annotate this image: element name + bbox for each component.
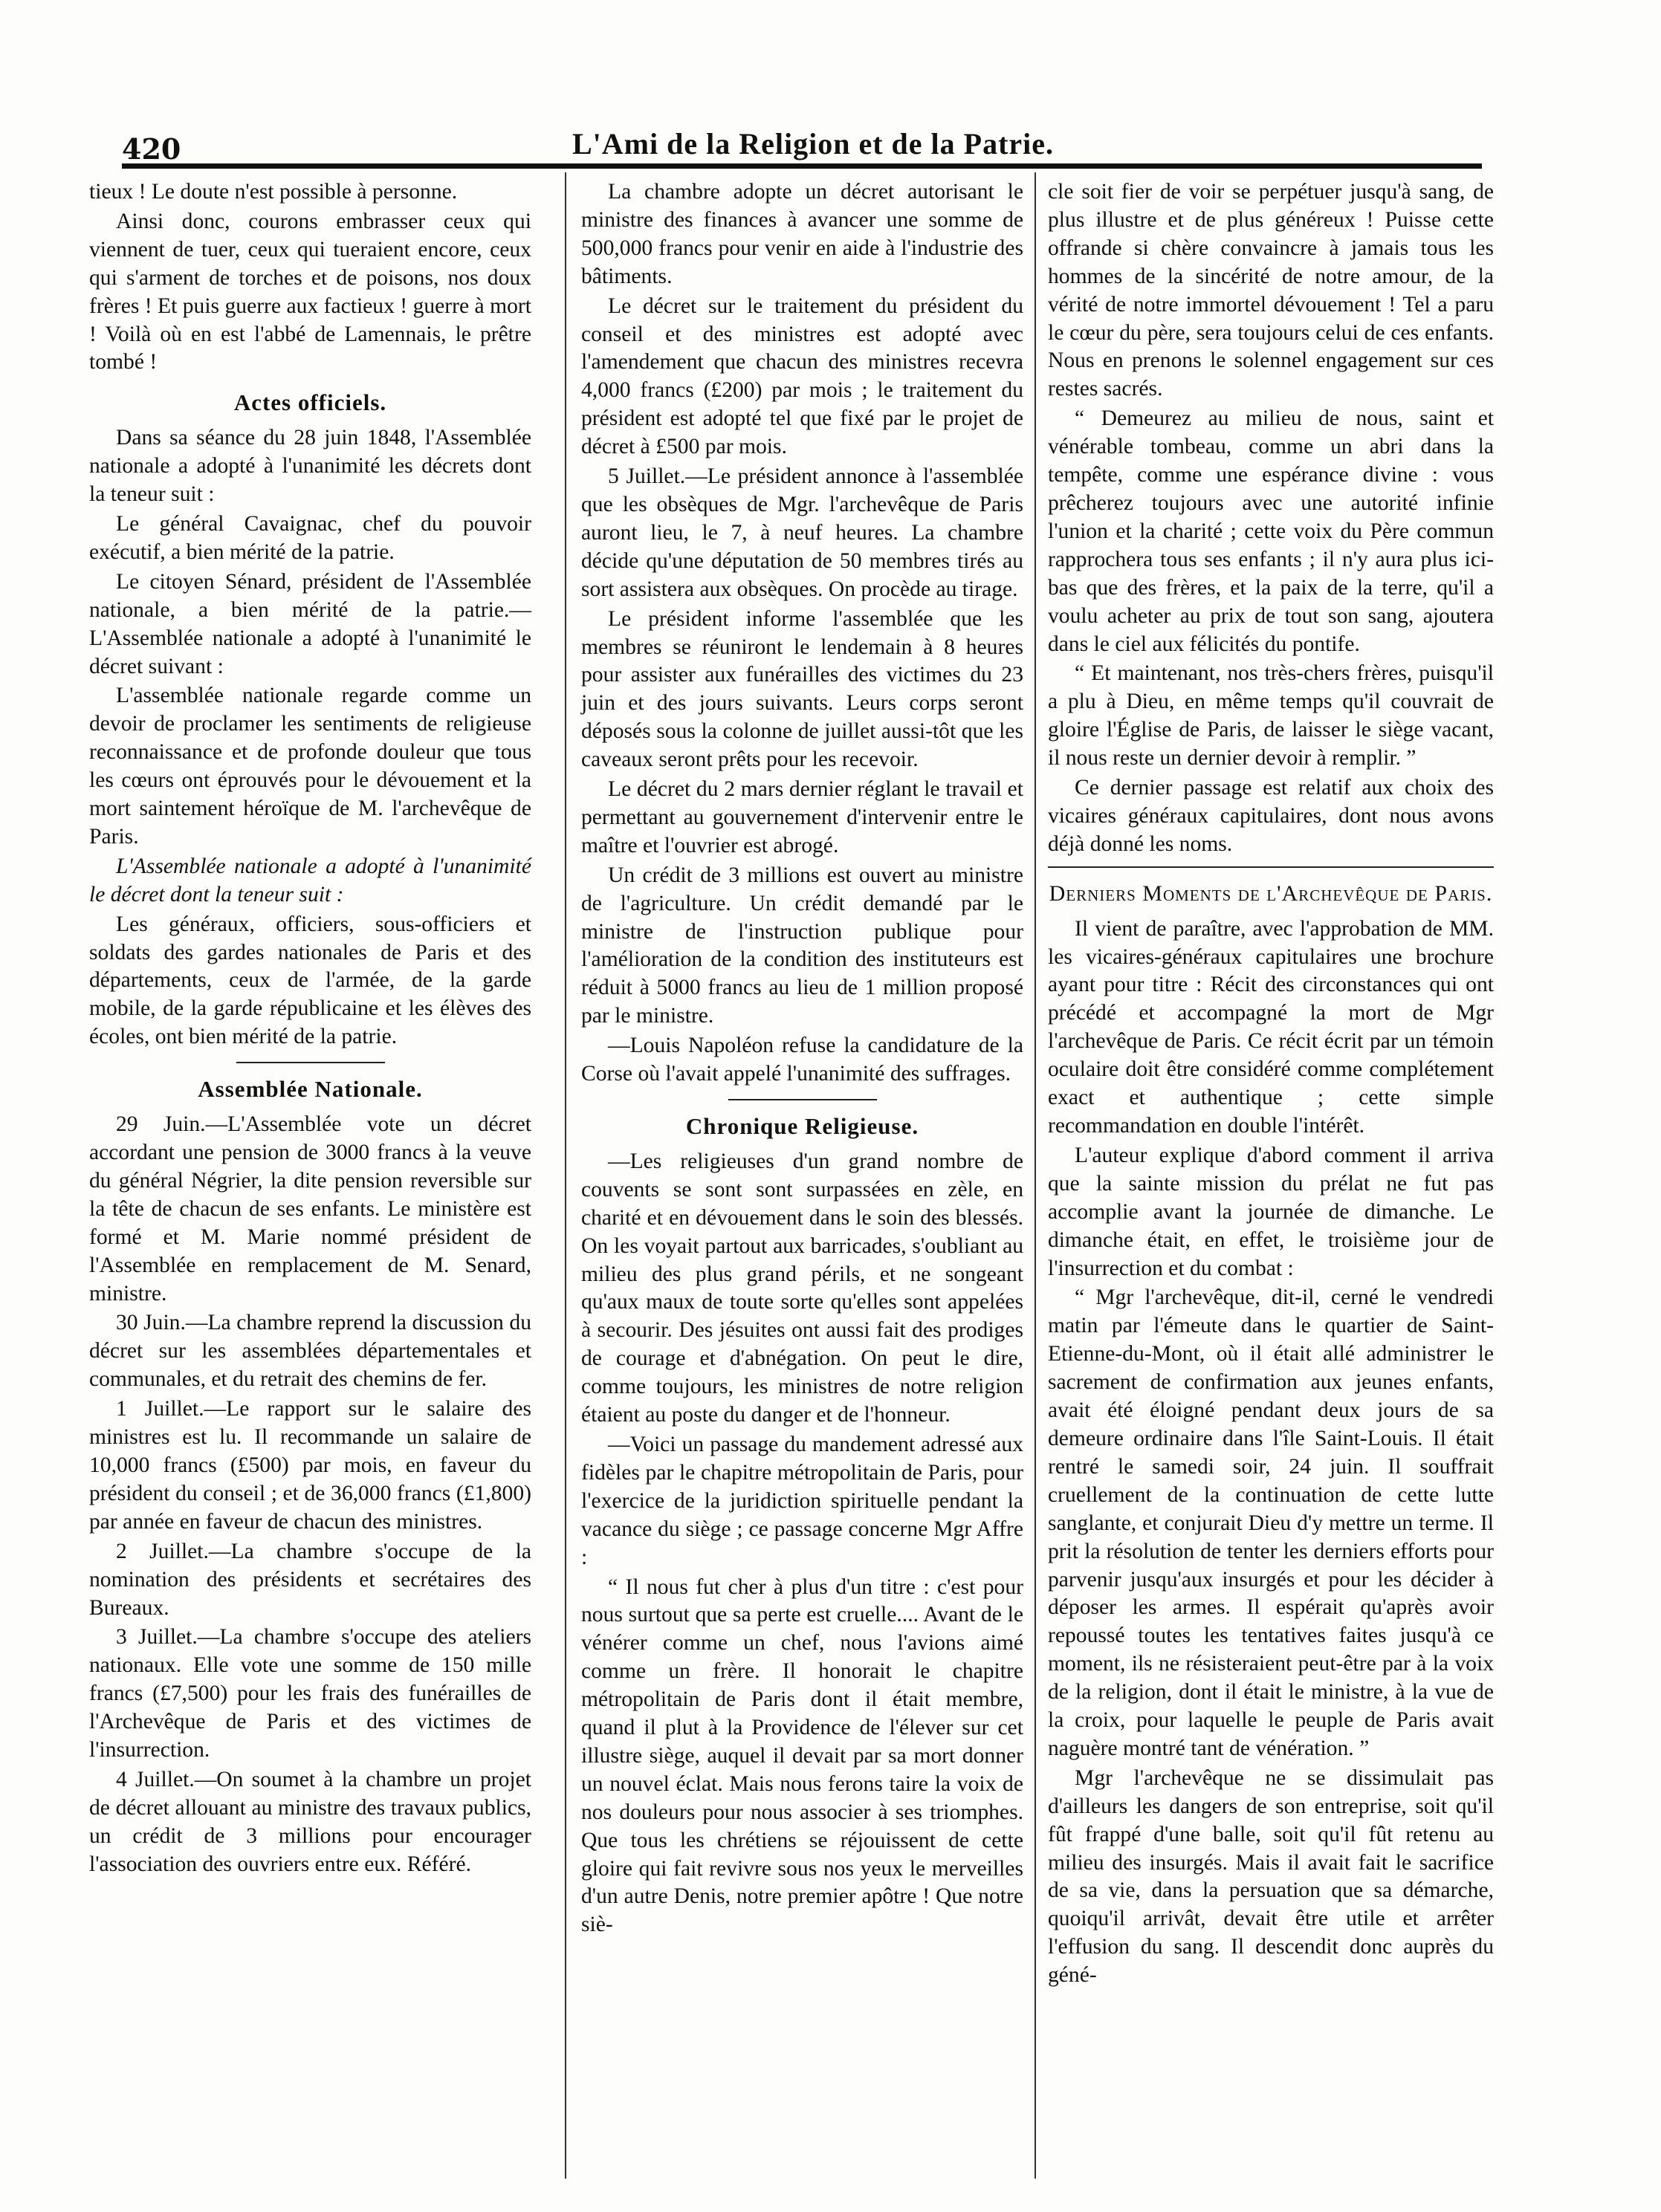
section-heading-assemblee-nationale: Assemblée Nationale. — [198, 1076, 423, 1103]
paragraph: —Louis Napoléon refuse la candidature de la Corse où l'avait appelé l'unanimité des suffrages. — [581, 1034, 1023, 1086]
section-separator — [1048, 866, 1494, 868]
paragraph: Le décret sur le traitement du président du conseil et des ministres est adopté avec l'amendement que chacun des ministres recevra 4,000 francs (£200) par mois ; le traitement du président est adopté tel que fixé par le projet de décret à £500 par mois. — [581, 293, 1023, 459]
section-heading-chronique-religieuse: Chronique Religieuse. — [685, 1113, 919, 1139]
quoted-paragraph: cle soit fier de voir se perpétuer jusqu'à sang, de plus illustre et de plus généreux ! Puisse cette offrande si chère convaincre à jamais tous les hommes de la sincérité de notre amour, de la vérité de notre immortel dévouement ! Tel a paru le cœur du père, sera toujours celui de ces enfants. Nous en prenons le solennel engagement sur ces restes sacrés. — [1048, 180, 1494, 401]
quoted-paragraph: “ Mgr l'archevêque, dit-il, cerné le vendredi matin par l'émeute dans le quartier de Saint-Etienne-du-Mont, où il était allé administrer le sacrement de confirmation aux jeunes enfants, avait été éloigné pendant deux jours de sa demeure ordinaire dans l'île Saint-Louis. Il était rentré le samedi soir, 24 juin. Il souffrait cruellement de la continuation de cette lutte sanglante, et conjurait Dieu d'y mettre un terme. Il prit la résolution de tenter les derniers efforts pour parvenir jusqu'aux insurgés et pour les décider à déposer les armes. Il espérait qu'après avoir repoussé toutes les tentatives faites jusqu'à ce moment, ils ne résisteraient peut-être par à la voix de la religion, dont il était le ministre, à la vue de la croix, pour laquelle le peuple de Paris avait naguère montré tant de vénération. ” — [1048, 1285, 1494, 1760]
paragraph: Un crédit de 3 millions est ouvert au ministre de l'agriculture. Un crédit demandé par le ministre de l'instruction publique pour l'amélioration de la condition des instituteurs est réduit à 5000 francs au lieu de 1 million proposé par le ministre. — [581, 863, 1023, 1028]
paragraph: 30 Juin.—La chambre reprend la discussion du décret sur les assemblées départementales et communales, et du retrait des chemins de fer. — [89, 1311, 531, 1392]
paragraph: Mgr l'archevêque ne se dissimulait pas d'ailleurs les dangers de son entreprise, soit qu'il fût frappé d'une balle, soit qu'il fût retenu au milieu des insurgés. Mais il avait fait le sacrifice de sa vie, dans la persuation que sa démarche, quoiqu'il arrivât, devait être utile et arrêter l'effusion du sang. Il descendit donc auprès du géné- — [1048, 1765, 1494, 1988]
paragraph: Il vient de paraître, avec l'approbation de MM. les vicaires-généraux capitulaires une brochure ayant pour titre : Récit des circonstances qui ont précédé et accompagné la mort de Mgr l'archevêque de Paris. Ce récit écrit par un témoin oculaire doit être considéré comme complétement exact et authentique ; cette simple recommandation en double l'intérêt. — [1048, 916, 1494, 1138]
paragraph: Le décret du 2 mars dernier réglant le travail et permettant au gouvernement d'intervenir entre le maître et l'ouvrier est abrogé. — [581, 777, 1023, 857]
paragraph: —Voici un passage du mandement adressé aux fidèles par le chapitre métropolitain de Paris, pour l'exercice de la juridiction spirituelle pendant la vacance du siège ; ce passage concerne Mgr Affre : — [581, 1432, 1023, 1569]
paragraph: Ce dernier passage est relatif aux choix des vicaires généraux capitulaires, dont nous avons déjà donné les noms. — [1048, 776, 1494, 856]
section-separator — [728, 1099, 877, 1100]
paragraph: Le général Cavaignac, chef du pouvoir exécutif, a bien mérité de la patrie. — [89, 511, 531, 564]
paragraph: Ainsi donc, courons embrasser ceux qui viennent de tuer, ceux qui tueraient encore, ceux qui s'arment de torches et de poisons, nos doux frères ! Et puis guerre aux factieux ! guerre à mort ! Voilà où en est l'abbé de Lamennais, le prêtre tombé ! — [89, 209, 531, 374]
paragraph: 2 Juillet.—La chambre s'occupe de la nomination des présidents et secrétaires des Bureaux. — [89, 1539, 531, 1620]
paragraph: La chambre adopte un décret autorisant le ministre des finances à avancer une somme de 500,000 francs pour venir en aide à l'industrie des bâtiments. — [581, 180, 1023, 288]
paragraph: Le citoyen Sénard, président de l'Assemblée nationale, a bien mérité de la patrie.—L'Assemblée nationale a adopté à l'unanimité le décret suivant : — [89, 569, 531, 678]
quoted-paragraph: “ Il nous fut cher à plus d'un titre : c'est pour nous surtout que sa perte est cruelle.... Avant de le vénérer comme un chef, nous l'avions aimé comme un frère. Il honorait le chapitre métropolitain de Paris dont il était membre, quand il plut à la Providence de l'élever sur cet illustre siège, auquel il devait par sa mort donner un nouvel éclat. Mais nous ferons taire la voix de nos douleurs pour nous associer à ses triomphes. Que tous les chrétiens se réjouissent de cette gloire qui fait revivre sous nos yeux le merveilles d'un autre Denis, notre premier apôtre ! Que notre siè- — [581, 1574, 1023, 1937]
paragraph: 3 Juillet.—La chambre s'occupe des ateliers nationaux. Elle vote une somme de 150 mille francs (£7,500) pour les frais des funérailles de l'Archevêque de Paris et des victimes de l'insurrection. — [89, 1625, 531, 1762]
paragraph: tieux ! Le doute n'est possible à personne. — [89, 180, 458, 204]
header-rule — [122, 163, 1482, 169]
paragraph: Les généraux, officiers, sous-officiers et soldats des gardes nationales de Paris et des départements, ceux de l'armée, de la garde mobile, de la garde républicaine et les élèves des écoles, ont bien mérité de la patrie. — [89, 912, 531, 1049]
quoted-paragraph: “ Demeurez au milieu de nous, saint et vénérable tombeau, comme un abri dans la tempête, comme une espérance divine : vous prêcherez toujours avec une autorité infinie l'union et la charité ; cette voix du Père commun rapprochera tous ses enfants ; il n'y aura plus ici-bas que des frères, et la paix de la terre, qu'il a voulu acheter au prix de tout son sang, ajoutera dans le ciel aux félicités du pontife. — [1048, 406, 1494, 656]
running-title: L'Ami de la Religion et de la Patrie. — [572, 127, 1055, 160]
paragraph: L'Assemblée nationale a adopté à l'unanimité le décret dont la teneur suit : — [89, 854, 531, 906]
quoted-paragraph: “ Et maintenant, nos très-chers frères, puisqu'il a plu à Dieu, en même temps qu'il couvrait de gloire l'Église de Paris, de laisser le siège vacant, il nous reste un dernier devoir à remplir. ” — [1048, 661, 1494, 771]
paragraph: L'auteur explique d'abord comment il arriva que la sainte mission du prélat ne fut pas accomplie avant la journée de dimanche. Le dimanche était, en effet, le troisième jour de l'insurrection et du combat : — [1048, 1143, 1494, 1280]
column-2 — [581, 178, 1023, 1941]
page-number: 420 — [122, 132, 181, 166]
column-1 — [89, 178, 531, 1881]
section-heading-derniers-moments: Derniers Moments de l'Archevêque de Paris. — [1049, 880, 1493, 906]
paragraph: 29 Juin.—L'Assemblée vote un décret accordant une pension de 3000 francs à la veuve du général Négrier, la dite pension reversible sur la tête de chacun de ses enfants. Le ministère est formé et M. Marie nommé président de l'Assemblée en remplacement de M. Senard, ministre. — [89, 1112, 531, 1306]
column-divider — [565, 172, 566, 2179]
paragraph: Dans sa séance du 28 juin 1848, l'Assemblée nationale a adopté à l'unanimité les décrets dont la teneur suit : — [89, 426, 531, 507]
column-divider — [1035, 172, 1036, 2179]
paragraph: 5 Juillet.—Le président annonce à l'assemblée que les obsèques de Mgr. l'archevêque de Paris auront lieu, le 7, à neuf heures. La chambre décide qu'une députation de 50 membres tirés au sort assistera aux obsèques. On procède au tirage. — [581, 464, 1023, 601]
paragraph: 4 Juillet.—On soumet à la chambre un projet de décret allouant au ministre des travaux publics, un crédit de 3 millions pour encourager l'association des ouvriers entre eux. Référé. — [89, 1767, 531, 1876]
paragraph: L'assemblée nationale regarde comme un devoir de proclamer les sentiments de religieuse reconnaissance et de profonde douleur que tous les cœurs ont éprouvés pour le dévouement et la mort saintement héroïque de M. l'archevêque de Paris. — [89, 684, 531, 849]
paragraph: —Les religieuses d'un grand nombre de couvents se sont sont surpassées en zèle, en charité et en dévouement dans le soin des blessés. On les voyait partout aux barricades, s'oubliant au milieu des plus grand périls, et ne songeant qu'aux maux de toute sorte qu'elles sont appelées à secourir. Des jésuites ont aussi fait des prodiges de courage et d'abnégation. On peut le dire, comme toujours, les ministres de notre religion étaient au poste du danger et de l'honneur. — [581, 1149, 1023, 1427]
section-heading-actes-officiels: Actes officiels. — [233, 389, 387, 416]
column-3 — [1048, 178, 1494, 1991]
paragraph: Le président informe l'assemblée que les membres se réuniront le lendemain à 8 heures pour assister aux funérailles des victimes du 23 juin et des jours suivants. Leurs corps seront déposés sous la colonne de juillet aussi-tôt que les caveaux seront prêts pour les recevoir. — [581, 606, 1023, 772]
paragraph: 1 Juillet.—Le rapport sur le salaire des ministres est lu. Il recommande un salaire de 10,000 francs (£500) par mois, en faveur du président du conseil ; et de 36,000 francs (£1,800) par année en faveur de chacun des ministres. — [89, 1397, 531, 1534]
section-separator — [236, 1062, 385, 1063]
